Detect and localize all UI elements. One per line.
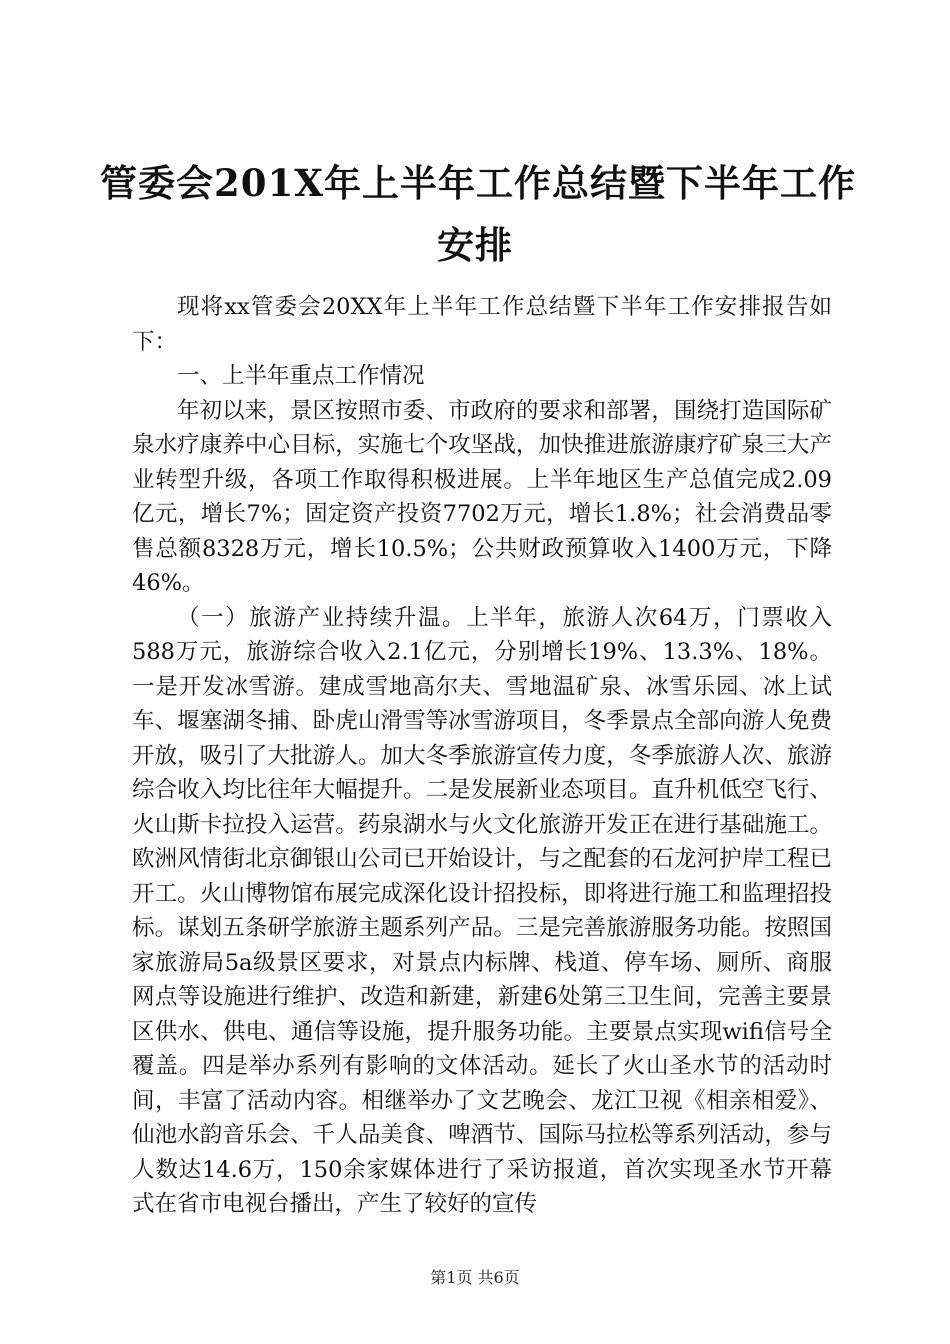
body-paragraph: 年初以来，景区按照市委、市政府的要求和部署，围绕打造国际矿泉水疗康养中心目标，实施七个攻坚战，加快推进旅游康疗矿泉三大产业转型升级，各项工作取得积极进展。上半年地区生产总值完成2.09亿元，增长7%；固定资产投资7702万元，增长1.8%；社会消费品零售总额8328万元，增长10.5%；公共财政预算收入1400万元，下降46%。 [132,397,832,596]
document-body [132,290,832,1222]
page-number-footer: 第1页 共6页 [430,1268,520,1287]
document-title-line-2: 安排 [437,223,513,267]
document-title-line-1: 管委会201X年上半年工作总结暨下半年工作 [100,161,856,205]
section-heading: 一、上半年重点工作情况 [177,363,425,389]
body-paragraph: （一）旅游产业持续升温。上半年，旅游人次64万，门票收入588万元，旅游综合收入2.1亿元，分别增长19%、13.3%、18%。一是开发冰雪游。建成雪地高尔夫、雪地温矿泉、冰雪乐园、冰上试车、堰塞湖冬捕、卧虎山滑雪等冰雪游项目，冬季景点全部向游人免费开放，吸引了大批游人。加大冬季旅游宣传力度，冬季旅游人次、旅游综合收入均比往年大幅提升。二是发展新业态项目。直升机低空飞行、火山斯卡拉投入运营。药泉湖水与火文化旅游开发正在进行基础施工。欧洲风情街北京御银山公司已开始设计，与之配套的石龙河护岸工程已开工。火山博物馆布展完成深化设计招投标，即将进行施工和监理招投标。谋划五条研学旅游主题系列产品。三是完善旅游服务功能。按照国家旅游局5a级景区要求，对景点内标牌、栈道、停车场、厕所、商服网点等设施进行维护、改造和新建，新建6处第三卫生间，完善主要景区供水、供电、通信等设施，提升服务功能。主要景点实现wifi信号全覆盖。四是举办系列有影响的文体活动。延长了火山圣水节的活动时间，丰富了活动内容。相继举办了文艺晚会、龙江卫视《相亲相爱》、仙池水韵音乐会、千人品美食、啤酒节、国际马拉松等系列活动，参与人数达14.6万，150余家媒体进行了采访报道，首次实现圣水节开幕式在省市电视台播出，产生了较好的宣传 [132,604,832,1217]
intro-paragraph: 现将xx管委会20XX年上半年工作总结暨下半年工作安排报告如下： [132,294,832,355]
